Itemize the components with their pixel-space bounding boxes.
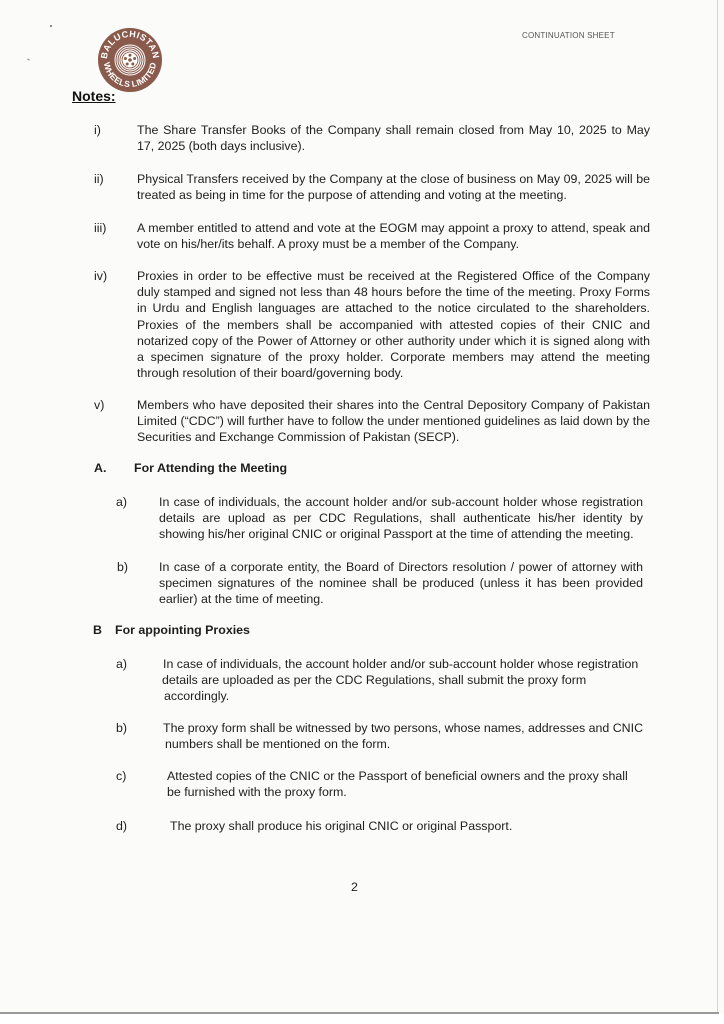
- item-text: In case of a corporate entity, the Board of Directors resolution / power of attorney with specimen signatures of the nominee shall be produced (unless it has been provided earlier) at the time of meeting.: [159, 560, 643, 607]
- item-letter: a): [116, 495, 128, 509]
- section-a-label: A.: [94, 461, 107, 475]
- company-logo: [97, 27, 163, 93]
- section-b-label: B: [93, 623, 102, 637]
- page-right-edge: [717, 0, 718, 1012]
- logo-top-text: BALUCHISTAN: [98, 28, 162, 60]
- note-number: i): [94, 123, 101, 137]
- item-letter: b): [117, 560, 129, 574]
- item-line: Attested copies of the CNIC or the Passport of beneficial owners and the proxy shall: [167, 769, 628, 783]
- section-a-title: For Attending the Meeting: [134, 461, 288, 475]
- item-letter: a): [116, 657, 128, 671]
- item-line: be furnished with the proxy form.: [167, 785, 347, 799]
- item-text: In case of individuals, the account holder and/or sub-account holder whose registration details are upload as per CDC Regulations, shall authenticate his/her identity by showing his/her original CNIC or original Passport at the time of attending the meeting.: [159, 495, 643, 542]
- item-line: details are uploaded as per the CDC Regulations, shall submit the proxy form: [162, 673, 587, 687]
- note-number: iv): [94, 269, 108, 283]
- item-line: accordingly.: [164, 689, 230, 703]
- item-letter: d): [116, 819, 128, 833]
- item-line: In case of individuals, the account holder and/or sub-account holder whose registration: [163, 657, 639, 671]
- note-number: iii): [94, 221, 107, 235]
- note-text: Physical Transfers received by the Company at the close of business on May 09, 2025 will be treated as being in time for the purpose of attending and voting at the meeting.: [137, 172, 650, 203]
- note-text: A member entitled to attend and vote at the EOGM may appoint a proxy to attend, speak and vote on his/her/its behalf. A proxy must be a member of the Company.: [137, 221, 650, 252]
- item-letter: c): [116, 769, 127, 783]
- continuation-sheet-label: CONTINUATION SHEET: [522, 31, 615, 40]
- item-letter: b): [116, 721, 128, 735]
- item-line: numbers shall be mentioned on the form.: [165, 737, 391, 751]
- scan-margin: [0, 1014, 724, 1024]
- note-text: The Share Transfer Books of the Company shall remain closed from May 10, 2025 to May 17, 2025 (both days inclusive).: [137, 123, 650, 154]
- item-line: The proxy shall produce his original CNIC or original Passport.: [170, 819, 513, 833]
- scan-speck: [50, 25, 52, 27]
- scan-speck: [27, 58, 30, 60]
- page-number: 2: [351, 880, 358, 894]
- item-line: The proxy form shall be witnessed by two persons, whose names, addresses and CNIC: [163, 721, 644, 735]
- note-number: v): [94, 398, 105, 412]
- notes-heading: Notes:: [72, 88, 116, 104]
- note-text: Proxies in order to be effective must be received at the Registered Office of the Company duly stamped and signed not less than 48 hours before the time of the meeting. Proxy Forms in Urdu and English languages are attached to the notice circulated to the shareholders. Proxies of the members shall be accompanied with attested copies of their CNIC and notarized copy of the Power of Attorney or other authority under which it is signed along with a specimen signature of the proxy holder. Corporate members may attend the meeting through resolution of their board/governing body.: [137, 269, 650, 381]
- section-b-title: For appointing Proxies: [115, 623, 250, 637]
- note-number: ii): [94, 172, 104, 186]
- note-text: Members who have deposited their shares into the Central Depository Company of Pakistan Limited (“CDC”) will further have to follow the under mentioned guidelines as laid down by the Securities and Exchange Commission of Pakistan (SECP).: [137, 398, 650, 445]
- logo-bottom-text: WHEELS LIMITED: [101, 61, 159, 90]
